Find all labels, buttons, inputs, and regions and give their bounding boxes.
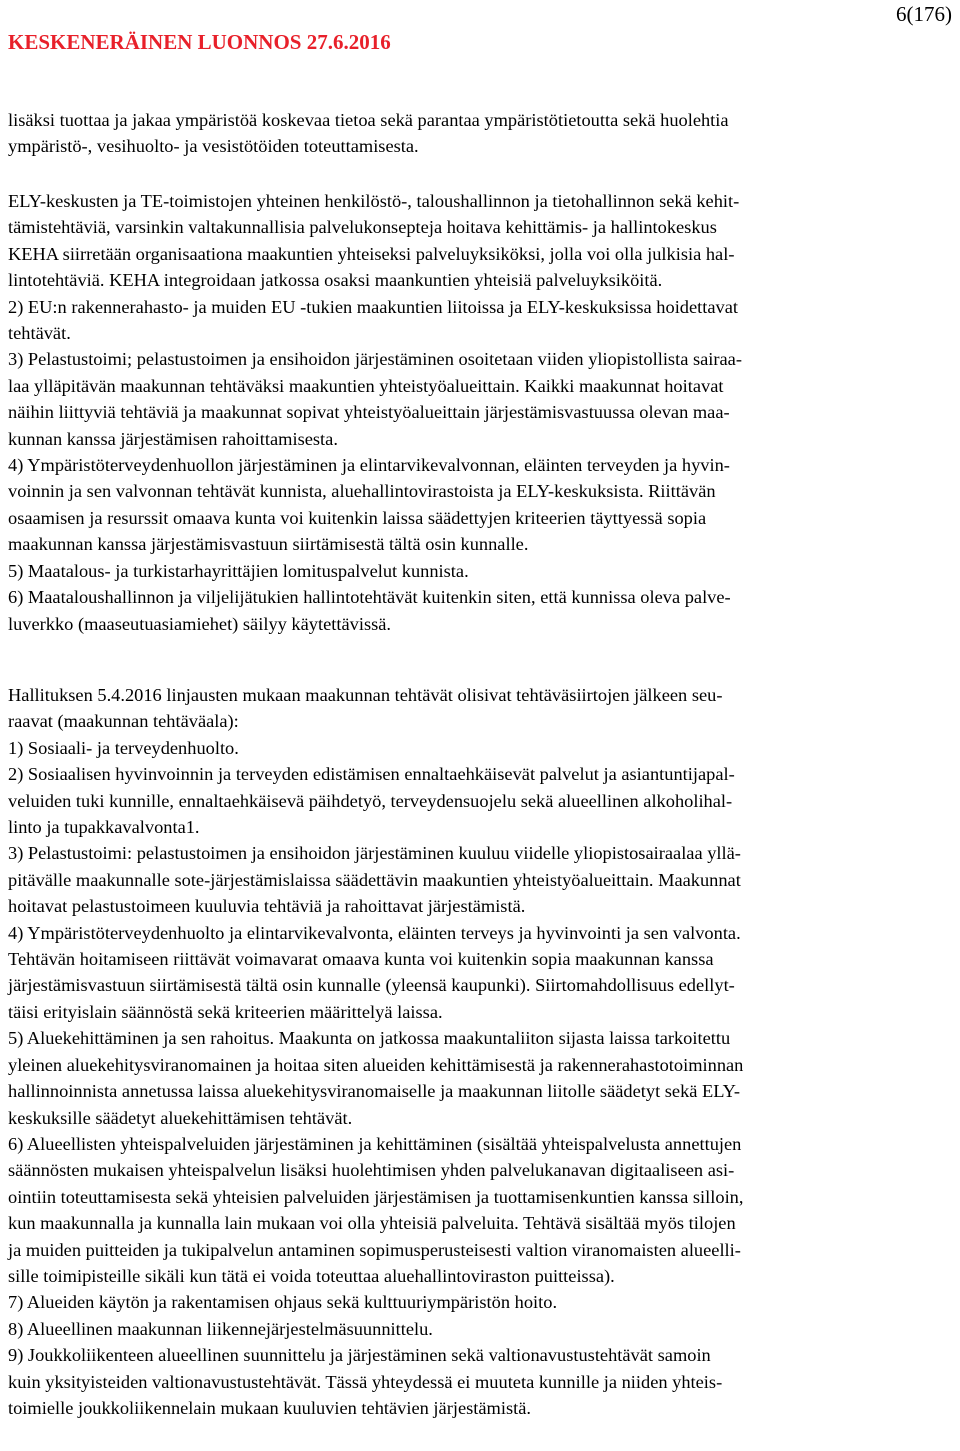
text-line: laa ylläpitävän maakunnan tehtäväksi maakuntien yhteistyöalueittain. Kaikki maakunnat hoitavat — [8, 375, 724, 396]
text-line: sille toimipisteille sikäli kun tätä ei voida toteuttaa aluehallintoviraston puitteissa). — [8, 1265, 615, 1286]
intro-paragraph — [8, 107, 954, 160]
text-line: KEHA siirretään organisaationa maakuntien yhteiseksi palveluyksiköksi, jolla voi olla julkisia hal- — [8, 243, 735, 264]
text-line: raavat (maakunnan tehtäväala): — [8, 711, 239, 732]
text-line: 4) Ympäristöterveydenhuollon järjestäminen ja elintarvikevalvonnan, eläinten terveyden ja hyvin- — [8, 455, 730, 476]
text-line: hoitavat pelastustoimeen kuuluvia tehtäviä ja rahoittavat järjestämistä. — [8, 896, 526, 917]
section-b-paragraph — [8, 682, 954, 1421]
text-line: hallinnoinnista annetussa laissa aluekehitysviranomaiselle ja maakunnan liitolle säädetyt sekä ELY- — [8, 1081, 741, 1102]
text-line: Hallituksen 5.4.2016 linjausten mukaan maakunnan tehtävät olisivat tehtäväsiirtojen jälkeen seu- — [8, 685, 723, 705]
text-line: 6) Maataloushallinnon ja viljelijätukien hallintotehtävät kuitenkin siten, että kunnissa oleva palve- — [8, 587, 731, 608]
text-line: 5) Maatalous- ja turkistarhayrittäjien lomituspalvelut kunnista. — [8, 560, 469, 581]
section-a-paragraph — [8, 188, 954, 637]
text-line: täisi erityislain säännöstä sekä kriteerien määrittelyä laissa. — [8, 1001, 443, 1022]
text-line: 2) EU:n rakennerahasto- ja muiden EU -tukien maakuntien liitoissa ja ELY-keskuksissa hoidettavat — [8, 296, 739, 317]
text-line: 2) Sosiaalisen hyvinvoinnin ja terveyden edistämisen ennaltaehkäisevät palvelut ja asiantuntijapal- — [8, 764, 735, 785]
text-line: 4) Ympäristöterveydenhuolto ja elintarvikevalvonta, eläinten terveys ja hyvinvointi ja sen valvonta. — [8, 922, 741, 943]
text-line: ympäristö-, vesihuolto- ja vesistötöiden toteuttamisesta. — [8, 136, 419, 157]
text-line: tehtävät. — [8, 323, 71, 344]
text-line: lisäksi tuottaa ja jakaa ympäristöä koskevaa tietoa sekä parantaa ympäristötietoutta sekä huolehtia — [8, 110, 729, 130]
text-line: veluiden tuki kunnille, ennaltaehkäisevä päihdetyö, terveydensuojelu sekä alueellinen alkoholihal- — [8, 790, 733, 811]
text-line: näihin liittyviä tehtäviä ja maakunnat sopivat yhteistyöalueittain järjestämisvastuussa olevan maa- — [8, 402, 730, 423]
text-line: ELY-keskusten ja TE-toimistojen yhteinen henkilöstö-, taloushallinnon ja tietohallinnon sekä kehit- — [8, 191, 740, 211]
text-line: pitävälle maakunnalle sote-järjestämislaissa säädettävin maakuntien yhteistyöalueittain. Maakunnat — [8, 869, 741, 890]
text-line: 6) Alueellisten yhteispalveluiden järjestäminen ja kehittäminen (sisältää yhteispalvelusta annettujen — [8, 1133, 742, 1154]
text-line: kun maakunnalla ja kunnalla lain mukaan voi olla yhteisiä palveluita. Tehtävä sisältää myös tilojen — [8, 1213, 736, 1234]
text-line: keskuksille säädetyt aluekehittämisen tehtävät. — [8, 1107, 353, 1128]
text-line: ointiin toteuttamisesta sekä yhteisien palveluiden järjestämisen ja tuottamisenkuntien kanssa silloin, — [8, 1186, 744, 1207]
text-line: kuin yksityisteiden valtionavustustehtävät. Tässä yhteydessä ei muuteta kunnille ja niiden yhteis- — [8, 1371, 723, 1392]
text-line: luverkko (maaseutuasiamiehet) säilyy käytettävissä. — [8, 613, 392, 634]
text-line: yleinen aluekehitysviranomainen ja hoitaa siten alueiden kehittämisestä ja rakennerahastotoiminnan — [8, 1054, 744, 1075]
text-line: kunnan kanssa järjestämisen rahoittamisesta. — [8, 428, 338, 449]
text-line: 3) Pelastustoimi: pelastustoimen ja ensihoidon järjestäminen kuuluu viidelle yliopistosairaalaa yllä- — [8, 843, 741, 864]
page-header — [8, 0, 952, 60]
page-number: 6(176) — [896, 2, 952, 26]
text-line: 7) Alueiden käytön ja rakentamisen ohjaus sekä kulttuuriympäristön hoito. — [8, 1292, 558, 1313]
text-line: 1) Sosiaali- ja terveydenhuolto. — [8, 737, 239, 758]
text-line: maakunnan kanssa järjestämisvastuun siirtämisestä tältä osin kunnalle. — [8, 534, 529, 555]
text-line: lintotehtäviä. KEHA integroidaan jatkossa osaksi maankuntien yhteisiä palveluyksiköitä. — [8, 270, 663, 291]
text-line: linto ja tupakkavalvonta1. — [8, 817, 200, 838]
text-line: tämistehtäviä, varsinkin valtakunnallisia palvelukonsepteja hoitava kehittämis- ja hallintokeskus — [8, 217, 717, 238]
text-line: järjestämisvastuun siirtämisestä tältä osin kunnalle (yleensä kaupunki). Siirtomahdollisuus edellyt- — [8, 975, 735, 996]
text-line: ja muiden puitteiden ja tukipalvelun antaminen sopimusperusteisesti valtion viranomaisten alueelli- — [8, 1239, 741, 1260]
text-line: Tehtävän hoitamiseen riittävät voimavarat omaava kunta voi kuitenkin sopia maakunnan kanssa — [8, 949, 714, 970]
text-line: 9) Joukkoliikenteen alueellinen suunnittelu ja järjestäminen sekä valtionavustustehtävät samoin — [8, 1345, 711, 1366]
draft-label: KESKENERÄINEN LUONNOS 27.6.2016 — [8, 30, 391, 54]
text-line: säännösten mukaisen yhteispalvelun lisäksi huolehtimisen yhden palvelukanavan digitaaliseen asi- — [8, 1160, 735, 1181]
text-line: 5) Aluekehittäminen ja sen rahoitus. Maakunta on jatkossa maakuntaliiton sijasta laissa tarkoitettu — [8, 1028, 731, 1049]
text-line: osaamisen ja resurssit omaava kunta voi kuitenkin laissa säädettyjen kriteerien täyttyessä sopia — [8, 507, 707, 528]
text-line: 3) Pelastustoimi; pelastustoimen ja ensihoidon järjestäminen osoitetaan viiden yliopistollista sairaa- — [8, 349, 742, 370]
text-line: 8) Alueellinen maakunnan liikennejärjestelmäsuunnittelu. — [8, 1318, 433, 1339]
text-line: toimielle joukkoliikennelain mukaan kuuluvien tehtävien järjestämistä. — [8, 1397, 531, 1418]
text-line: voinnin ja sen valvonnan tehtävät kunnista, aluehallintovirastoista ja ELY-keskuksista. Riittävän — [8, 481, 716, 502]
